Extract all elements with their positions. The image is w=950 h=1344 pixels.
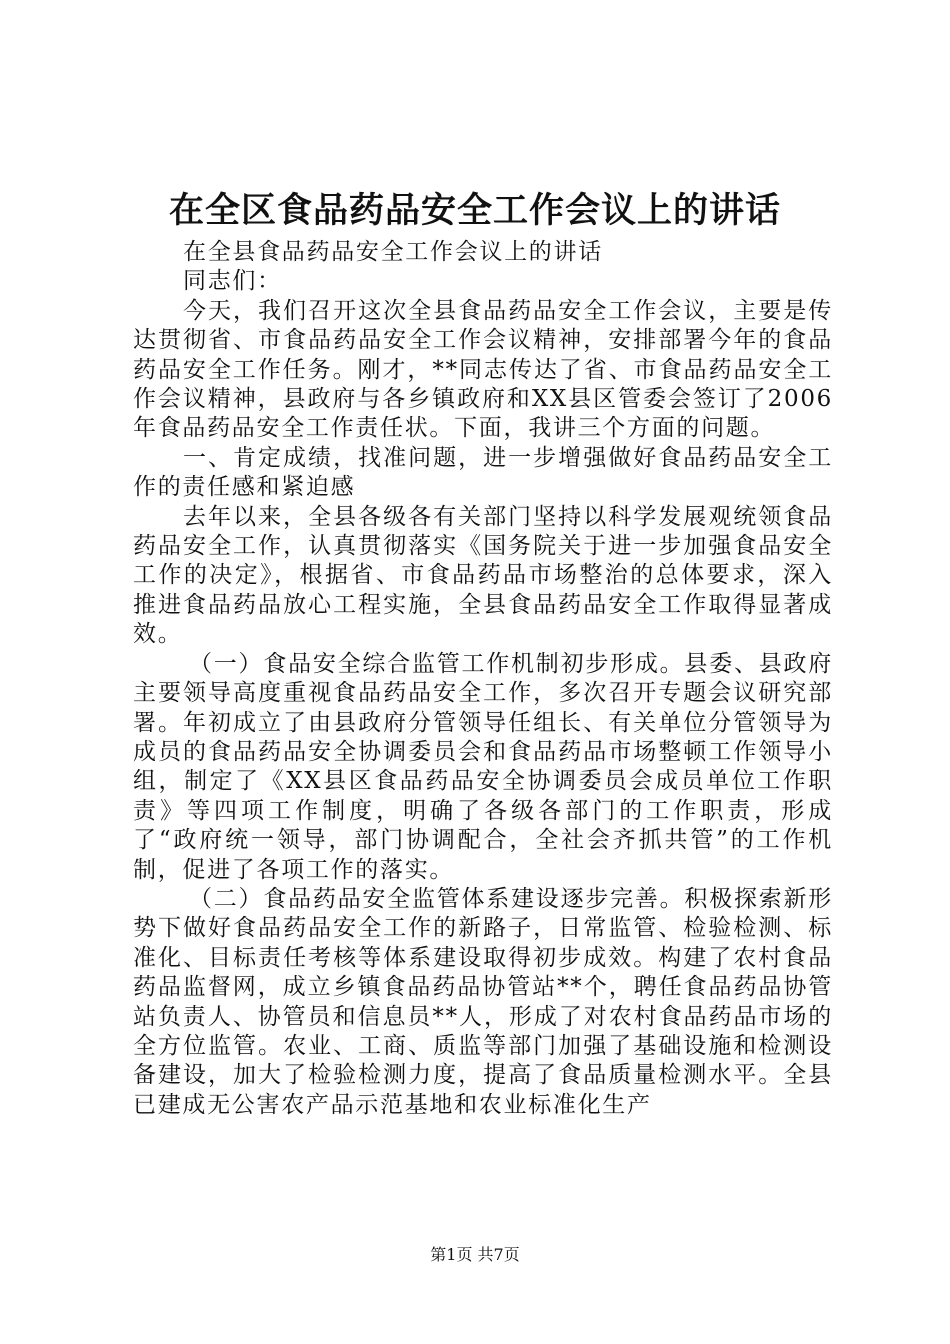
- body-paragraph: 去年以来，全县各级各有关部门坚持以科学发展观统领食品药品安全工作，认真贯彻落实《国务院关于进一步加强食品安全工作的决定》，根据省、市食品药品市场整治的总体要求，深入推进食品药品放心工程实施，全县食品药品安全工作取得显著成效。: [133, 503, 833, 648]
- page-number-footer: 第1页 共7页: [430, 1245, 520, 1264]
- subtitle-paragraph: 在全县食品药品安全工作会议上的讲话: [183, 239, 603, 265]
- salutation-paragraph: 同志们：: [183, 268, 282, 295]
- body-paragraph: （二）食品药品安全监管体系建设逐步完善。积极探索新形势下做好食品药品安全工作的新路子，日常监管、检验检测、标准化、目标责任考核等体系建设取得初步成效。构建了农村食品药品监督网，成立乡镇食品药品协管站**个，聘任食品药品协管站负责人、协管员和信息员**人，形成了对农村食品药品市场的全方位监管。农业、工商、质监等部门加强了基础设施和检测设备建设，加大了检验检测力度，提高了食品质量检测水平。全县已建成无公害农产品示范基地和农业标准化生产: [133, 885, 833, 1118]
- document-title: 在全区食品药品安全工作会议上的讲话: [168, 190, 781, 231]
- body-paragraph: 今天，我们召开这次全县食品药品安全工作会议，主要是传达贯彻省、市食品药品安全工作会议精神，安排部署今年的食品药品安全工作任务。刚才，**同志传达了省、市食品药品安全工作会议精神，县政府与各乡镇政府和XX县区管委会签订了2006年食品药品安全工作责任状。下面，我讲三个方面的问题。: [133, 297, 833, 442]
- document-body: [133, 238, 833, 1120]
- section-heading: 一、肯定成绩，找准问题，进一步增强做好食品药品安全工作的责任感和紧迫感: [133, 444, 833, 501]
- body-paragraph: （一）食品安全综合监管工作机制初步形成。县委、县政府主要领导高度重视食品药品安全工作，多次召开专题会议研究部署。年初成立了由县政府分管领导任组长、有关单位分管领导为成员的食品药品安全协调委员会和食品药品市场整顿工作领导小组，制定了《XX县区食品药品安全协调委员会成员单位工作职责》等四项工作制度，明确了各级各部门的工作职责，形成了“政府统一领导，部门协调配合，全社会齐抓共管”的工作机制，促进了各项工作的落实。: [133, 650, 833, 883]
